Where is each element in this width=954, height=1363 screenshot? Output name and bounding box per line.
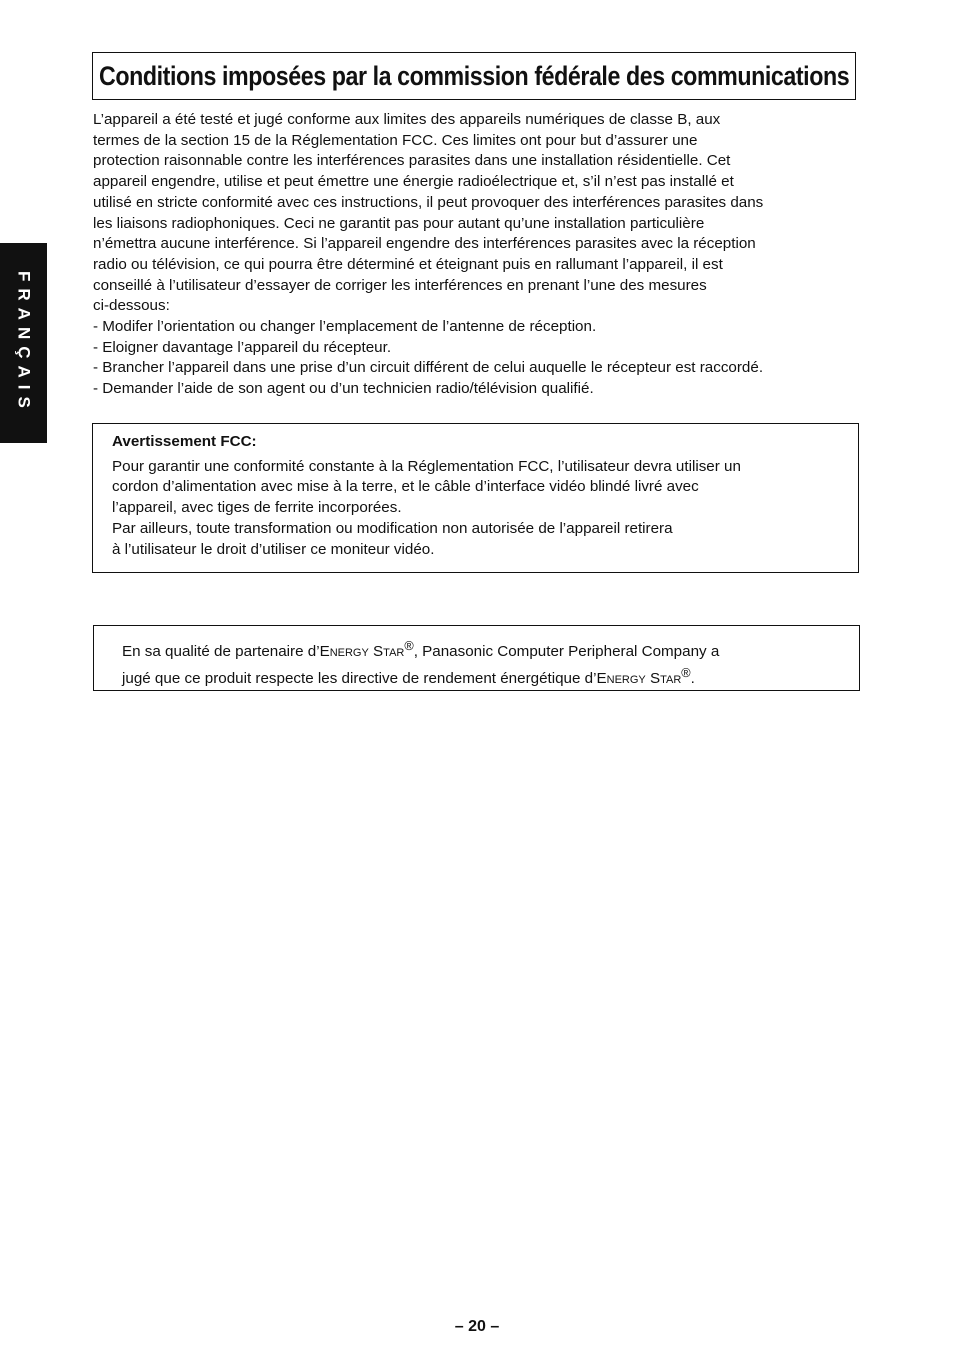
energy-star-line2-prefix: jugé que ce produit respecte les directive de rendement énergétique d’: [122, 669, 597, 687]
energy-star-line2-suffix: .: [690, 669, 695, 687]
fcc-warning-line: l’appareil, avec tiges de ferrite incorporées.: [112, 499, 402, 517]
energy-star-text: [122, 636, 839, 690]
measure-item: - Modifer l’orientation ou changer l’emplacement de l’antenne de réception.: [93, 318, 597, 336]
measures-list: [93, 317, 863, 400]
page-number: – 20 –: [454, 1318, 500, 1335]
fcc-warning-line: à l’utilisateur le droit d’utiliser ce moniteur vidéo.: [112, 540, 435, 558]
energy-star-brand: Energy Star: [319, 643, 405, 661]
fcc-warning-heading: Avertissement FCC:: [112, 433, 257, 450]
page-title: Conditions imposées par la commission fédérale des communications: [98, 60, 850, 91]
intro-line: les liaisons radiophoniques. Ceci ne garantit pas pour autant qu’une installation particulière: [93, 214, 705, 232]
energy-star-line1-prefix: En sa qualité de partenaire d’: [122, 643, 320, 661]
fcc-warning-line: cordon d’alimentation avec mise à la terre, et le câble d’interface vidéo blindé livré avec: [112, 478, 699, 496]
measure-item: - Demander l’aide de son agent ou d’un technicien radio/télévision qualifié.: [93, 380, 594, 398]
intro-line: conseillé à l’utilisateur d’essayer de corriger les interférences en prenant l’une des mesures: [93, 276, 707, 294]
intro-line: appareil engendre, utilise et peut émettre une énergie radioélectrique et, s’il n’est pas installé et: [93, 173, 734, 191]
fcc-warning-line: Par ailleurs, toute transformation ou modification non autorisée de l’appareil retirera: [112, 519, 673, 537]
energy-star-box: [93, 625, 860, 691]
intro-line: termes de la section 15 de la Réglementation FCC. Ces limites ont pour but d’assurer une: [93, 131, 698, 149]
fcc-warning-line: Pour garantir une conformité constante à la Réglementation FCC, l’utilisateur devra utiliser un: [112, 457, 741, 475]
registered-mark: ®: [681, 665, 691, 680]
measure-item: - Eloigner davantage l’appareil du récepteur.: [93, 338, 392, 356]
intro-line: utilisé en stricte conformité avec ces instructions, il peut provoquer des interférences parasites dans: [93, 193, 764, 211]
fcc-warning-box: [92, 423, 859, 573]
intro-line: radio ou télévision, ce qui pourra être déterminé et éteignant puis en rallumant l’appareil, il est: [93, 255, 723, 273]
intro-line: n’émettra aucune interférence. Si l’appareil engendre des interférences parasites avec la réception: [93, 235, 756, 253]
fcc-warning-text: [112, 457, 840, 561]
intro-line: protection raisonnable contre les interférences parasites dans une installation résidentielle. Cet: [93, 152, 731, 170]
language-tab-label: FRANÇAIS: [14, 271, 34, 415]
language-tab: [0, 243, 47, 443]
intro-paragraph: [93, 110, 863, 317]
energy-star-brand: Energy Star: [596, 669, 682, 687]
title-box: [92, 52, 856, 100]
intro-line: ci-dessous:: [93, 297, 170, 315]
energy-star-line1-suffix: , Panasonic Computer Peripheral Company a: [413, 643, 720, 661]
fcc-conditions-body: [93, 110, 863, 400]
intro-line: L’appareil a été testé et jugé conforme aux limites des appareils numériques de classe B, aux: [93, 111, 721, 128]
measure-item: - Brancher l’appareil dans une prise d’un circuit différent de celui auquelle le récepteur est raccordé.: [93, 359, 764, 377]
registered-mark: ®: [404, 639, 414, 653]
